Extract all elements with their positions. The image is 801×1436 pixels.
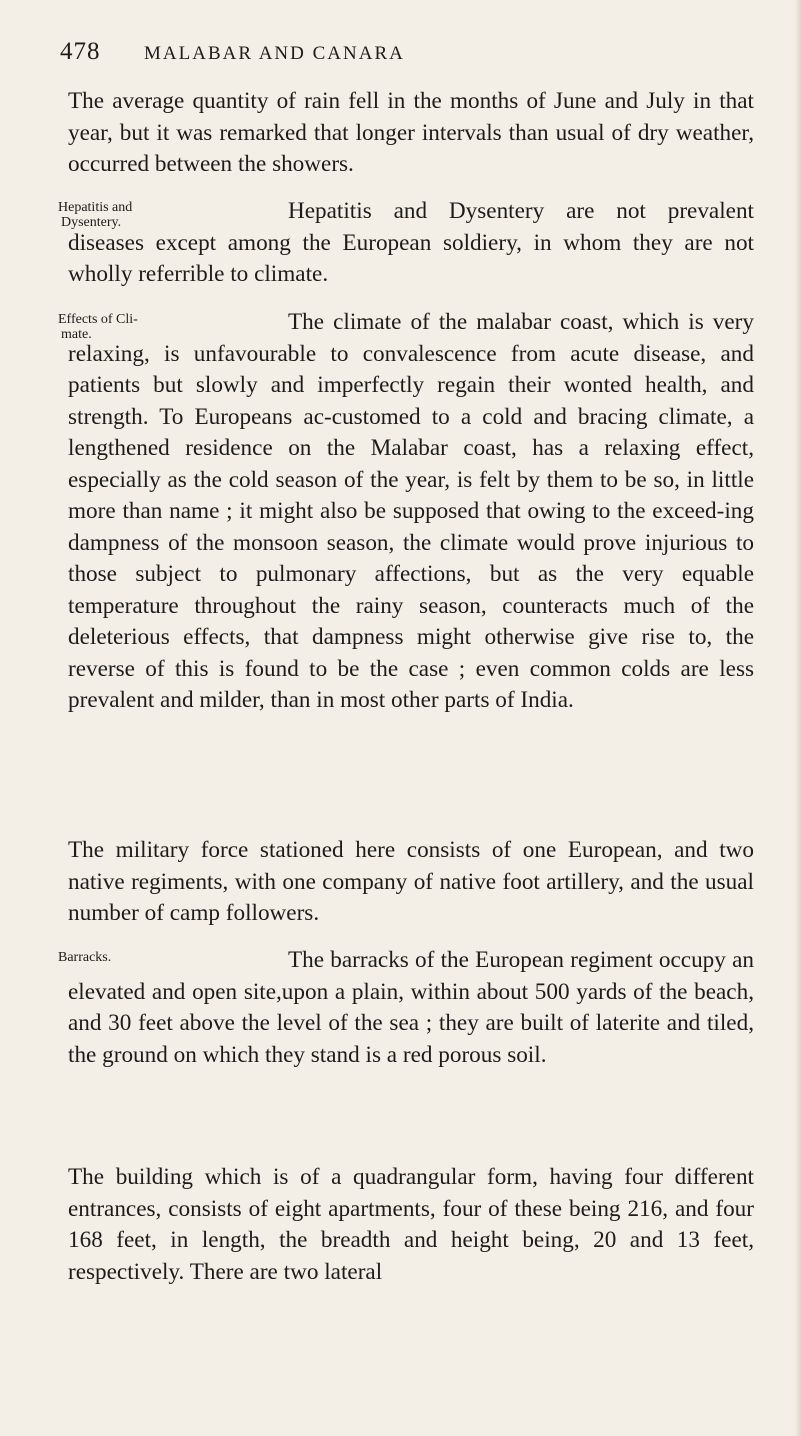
sidenote-barracks-line-1: Barracks. — [58, 950, 112, 965]
paragraph-rain: The average quantity of rain fell in the months of June and July in that year, but it was remarked that longer intervals than usual of dry weather, occurred between the showers. — [68, 88, 754, 177]
running-title: MALABAR AND CANARA — [144, 43, 405, 64]
paragraph-hepatitis: Hepatitis and Dysentery are not prevalent diseases except among the European soldiery, in whom they are not wholly referrible to climate. — [68, 198, 754, 287]
sidenote-hepatitis-line-1: Hepatitis and — [58, 200, 133, 215]
paragraph-barracks: The barracks of the European regiment occupy an elevated and open site,upon a plain, within about 500 yards of the beach, and 30 feet above the level of the sea ; they are built of laterite and tiled, the ground on which they stand is a red porous soil. — [68, 947, 754, 1068]
paragraph-military-force: The military force stationed here consists of one European, and two native regiments, with one company of native foot artillery, and the usual number of camp followers. — [68, 837, 754, 926]
paragraph-building: The building which is of a quadrangular form, having four different entrances, consists of eight apartments, four of these being 216, and four 168 feet, in length, the breadth and height being, 20 and 13 feet, respectively. There are two lateral — [68, 1164, 754, 1285]
page-number: 478 — [60, 38, 101, 65]
sidenote-climate-line-1: Effects of Cli- — [58, 312, 138, 327]
paragraph-climate: The climate of the malabar coast, which is very relaxing, is unfavourable to convalescence from acute disease, and patients but slowly and imperfectly regain their wonted health, and strength. To Europeans ac-customed to a cold and bracing climate, a lengthened residence on the Malabar coast, has a relaxing effect, especially as the cold season of the year, is felt by them to be so, in little more than name ; it might also be supposed that owing to the exceed-ing dampness of the monsoon season, the climate would prove injurious to those subject to pulmonary affections, but as the very equable temperature throughout the rainy season, counteracts much of the deleterious effects, that dampness might otherwise give rise to, the reverse of this is found to be the case ; even common colds are less prevalent and milder, than in most other parts of India. — [68, 309, 754, 713]
sidenote-hepatitis-line-2: Dysentery. — [61, 215, 122, 230]
sidenote-climate-line-2: mate. — [61, 327, 92, 342]
running-head — [60, 38, 760, 72]
page-edge — [795, 0, 801, 1436]
